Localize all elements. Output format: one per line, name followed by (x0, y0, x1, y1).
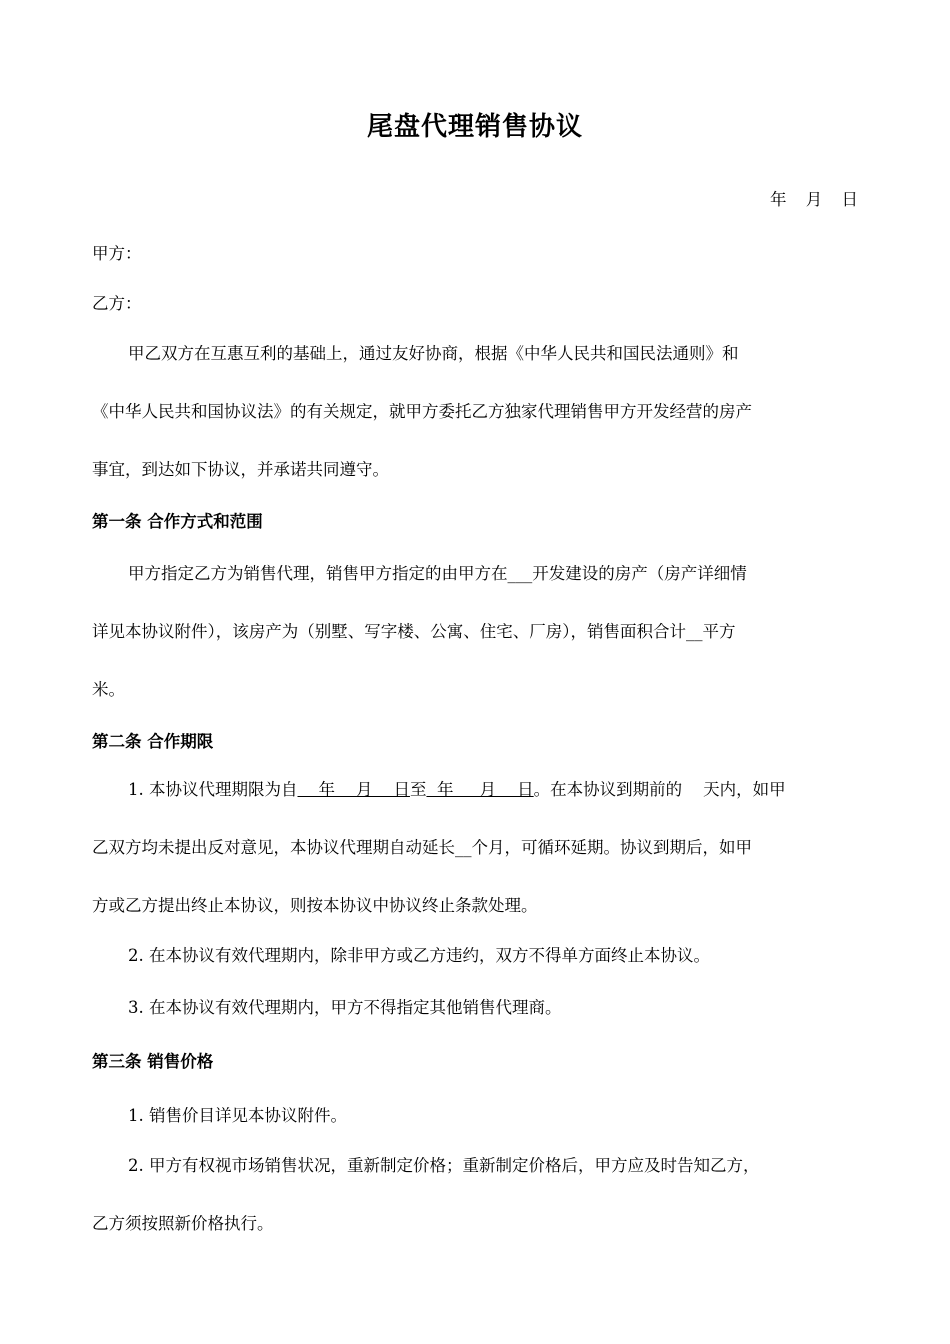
article-2-item-1-line-3: 方或乙方提出终止本协议，则按本协议中协议终止条款处理。 (92, 896, 538, 915)
article-1-line-2: 详见本协议附件），该房产为（别墅、写字楼、公寓、住宅、厂房），销售面积合计__平方 (92, 622, 736, 641)
start-date-blank: 年 月 日 (297, 780, 410, 799)
article-3-item-2-line-2: 乙方须按照新价格执行。 (92, 1214, 274, 1233)
article-2-item-1-line-2: 乙双方均未提出反对意见，本协议代理期自动延长__个月，可循环延期。协议到期后，如甲 (92, 838, 752, 857)
party-b-label: 乙方： (92, 294, 142, 313)
article-2-item-1-line-1: 1. 本协议代理期限为自 年 月 日至 年 月 日。在本协议到期前的 天内，如甲 (128, 780, 786, 799)
document-title: 尾盘代理销售协议 (366, 112, 583, 142)
article-1-line-1: 甲方指定乙方为销售代理，销售甲方指定的由甲方在___开发建设的房产（房产详细情 (128, 564, 747, 583)
party-a-label: 甲方： (92, 244, 142, 263)
article-1-line-3: 米。 (92, 680, 125, 699)
article-3-heading: 第三条 销售价格 (92, 1052, 214, 1071)
article-2-heading: 第二条 合作期限 (92, 732, 214, 751)
article-2-item-2: 2. 在本协议有效代理期内，除非甲方或乙方违约，双方不得单方面终止本协议。 (128, 946, 710, 965)
article-2-item-3: 3. 在本协议有效代理期内，甲方不得指定其他销售代理商。 (128, 998, 562, 1017)
preamble-line-2: 《中华人民共和国协议法》的有关规定，就甲方委托乙方独家代理销售甲方开发经营的房产 (92, 402, 752, 421)
article-3-item-1: 1. 销售价目详见本协议附件。 (128, 1106, 347, 1125)
preamble-line-1: 甲乙双方在互惠互利的基础上，通过友好协商，根据《中华人民共和国民法通则》和 (128, 344, 739, 363)
article-3-item-2-line-1: 2. 甲方有权视市场销售状况，重新制定价格；重新制定价格后，甲方应及时告知乙方， (128, 1156, 760, 1175)
date-line: 年 月 日 (770, 190, 858, 209)
preamble-line-3: 事宜，到达如下协议，并承诺共同遵守。 (92, 460, 389, 479)
end-date-blank: 年 月 日 (426, 780, 534, 799)
article-1-heading: 第一条 合作方式和范围 (92, 512, 263, 531)
